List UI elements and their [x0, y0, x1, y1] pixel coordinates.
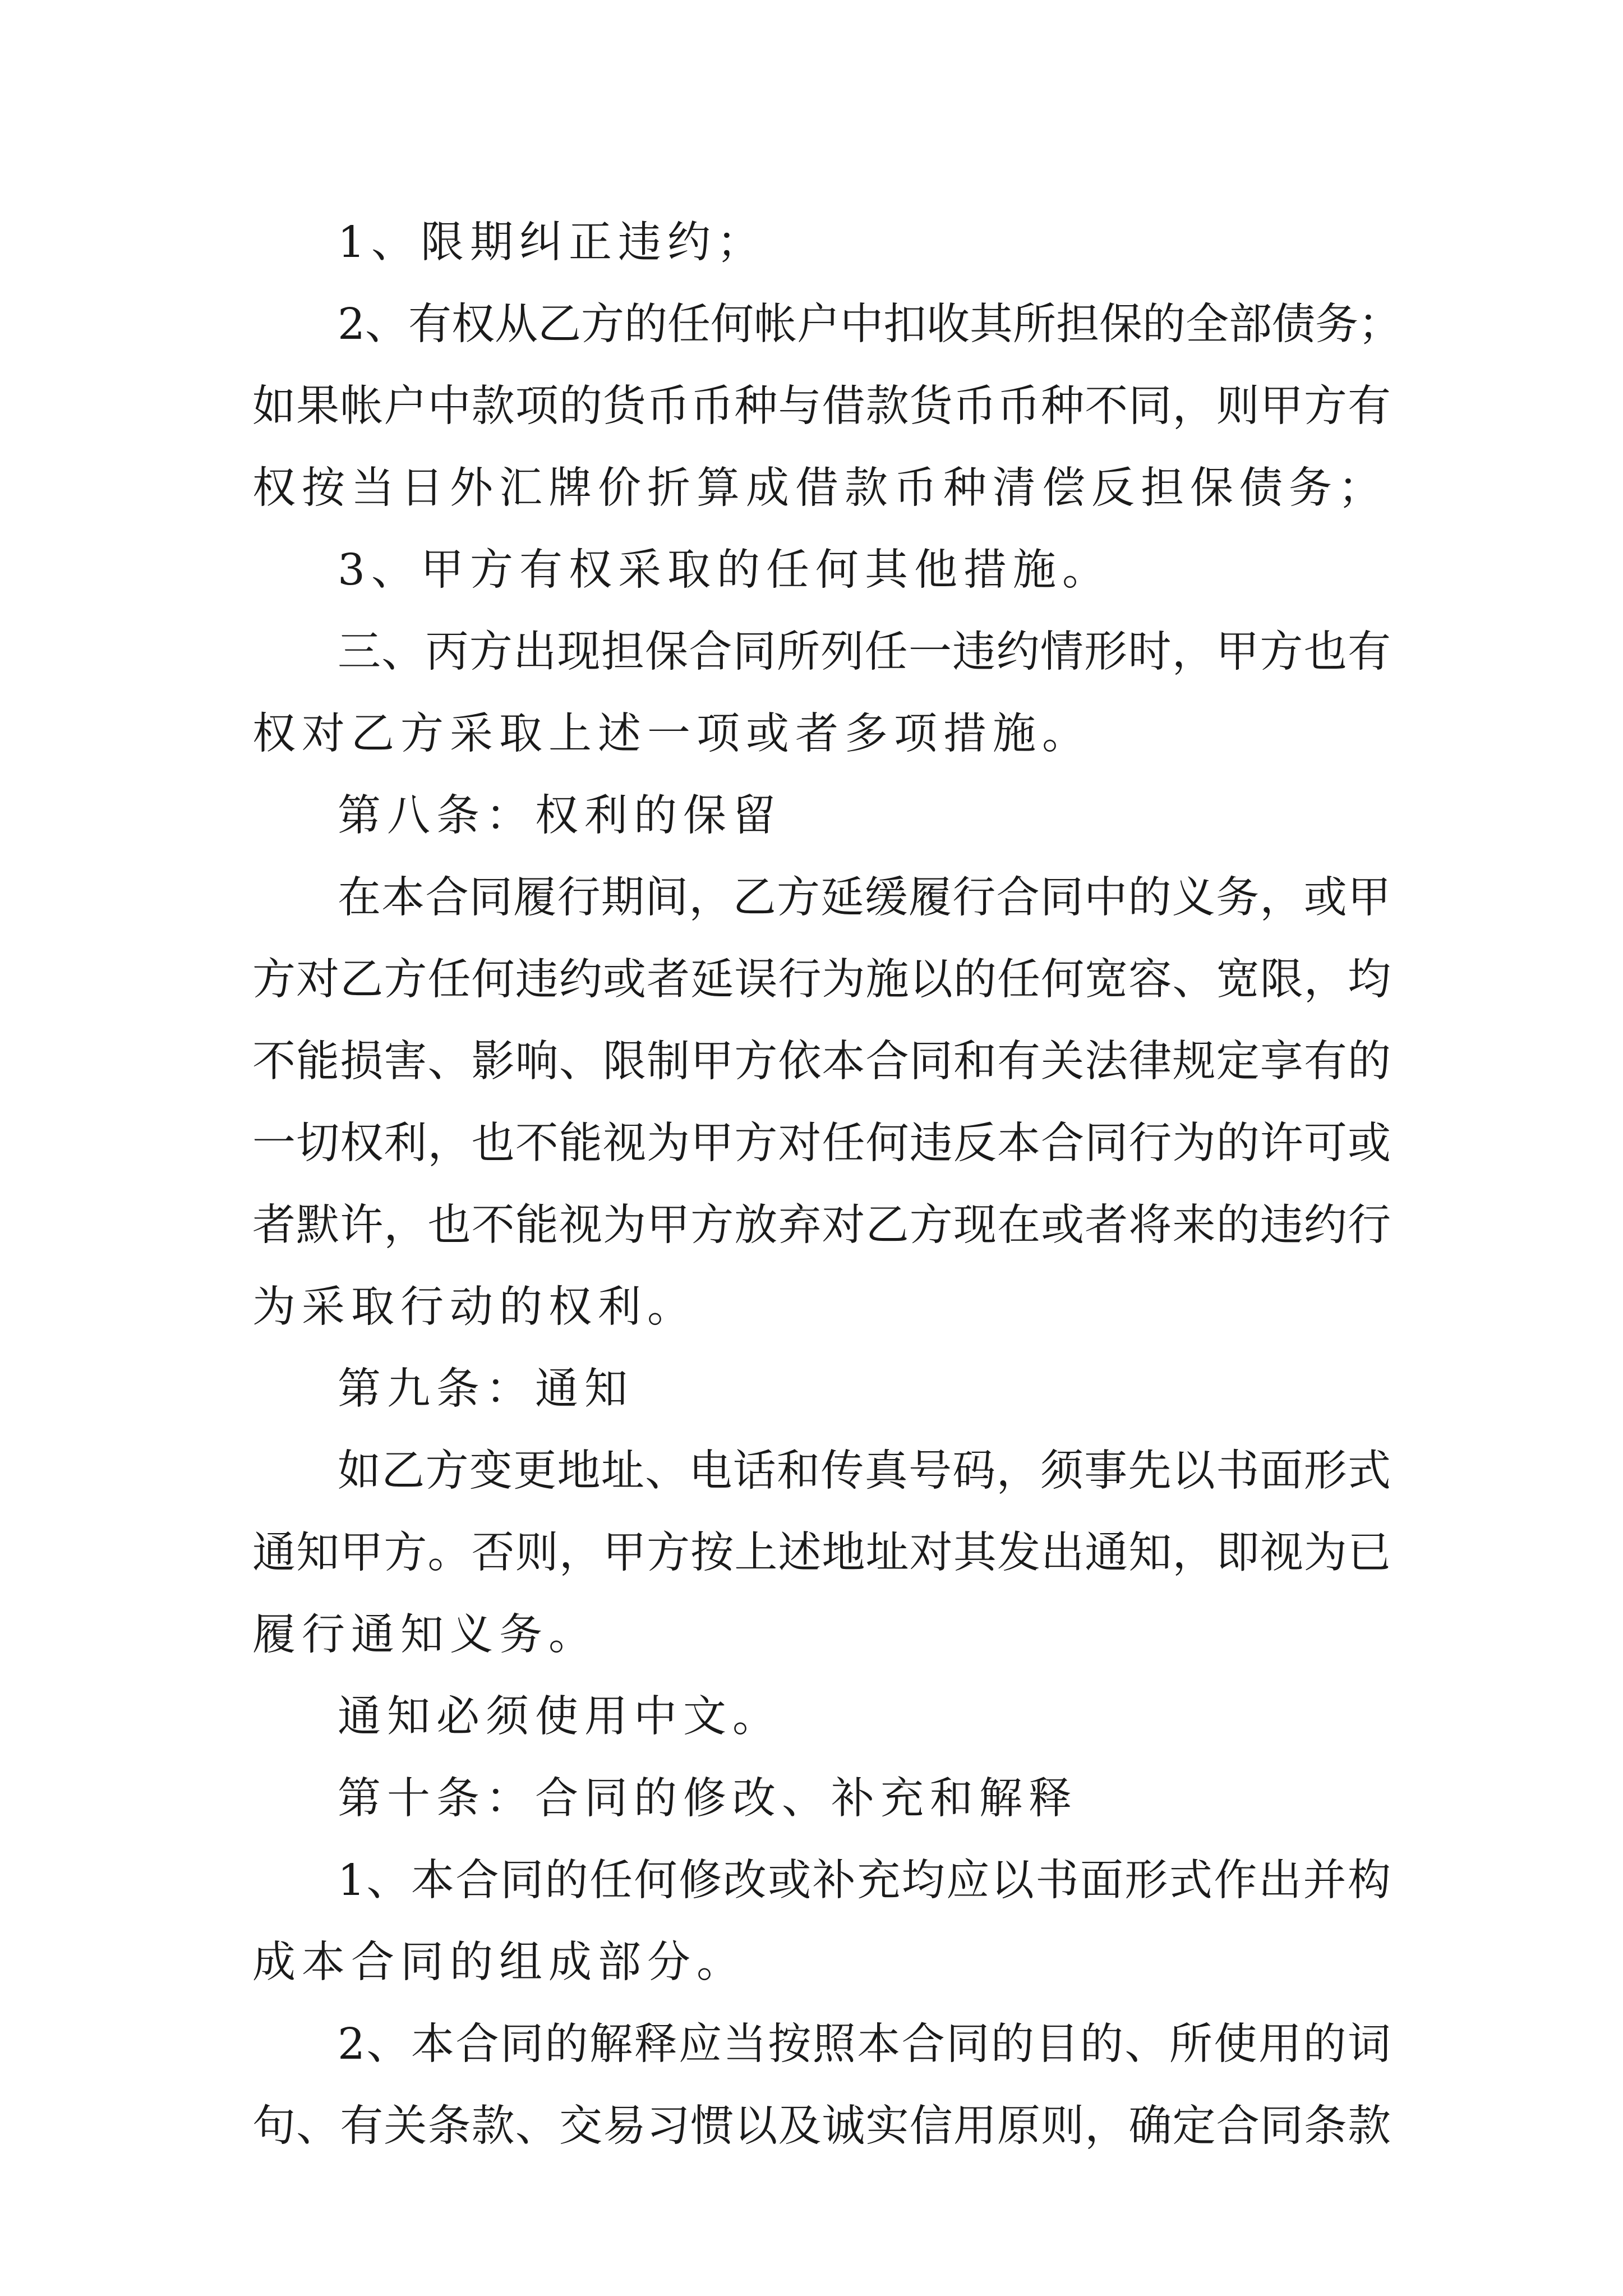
- text-line: 3、甲方有权采取的任何其他措施。: [338, 545, 1112, 595]
- text-line: 不能损害、影响、限制甲方依本合同和有关法律规定享有的: [252, 1037, 1391, 1087]
- text-line: 在本合同履行期间，乙方延缓履行合同中的义务，或甲: [338, 873, 1391, 923]
- text-line: 为采取行动的权利。: [252, 1282, 697, 1332]
- text-line: 2、本合同的解释应当按照本合同的目的、所使用的词: [338, 2019, 1391, 2069]
- text-line: 方对乙方任何违约或者延误行为施以的任何宽容、宽限，均: [252, 955, 1391, 1005]
- text-line: 通知必须使用中文。: [338, 1692, 782, 1742]
- text-line: 三、丙方出现担保合同所列任一违约情形时，甲方也有: [338, 627, 1391, 677]
- text-line: 权按当日外汇牌价折算成借款币种清偿反担保债务；: [252, 463, 1387, 513]
- text-line: 一切权利，也不能视为甲方对任何违反本合同行为的许可或: [252, 1119, 1391, 1168]
- section-heading: 第十条：合同的修改、补充和解释: [338, 1774, 1078, 1824]
- text-line: 通知甲方。否则，甲方按上述地址对其发出通知，即视为已: [252, 1528, 1391, 1578]
- text-line: 者默许，也不能视为甲方放弃对乙方现在或者将来的违约行: [252, 1200, 1391, 1250]
- text-line: 1、限期纠正违约；: [338, 218, 766, 268]
- section-heading: 第九条：通知: [338, 1364, 634, 1414]
- text-line: 句、有关条款、交易习惯以及诚实信用原则，确定合同条款: [252, 2101, 1391, 2151]
- text-line: 1、本合同的任何修改或补充均应以书面形式作出并构: [338, 1856, 1391, 1906]
- text-line: 2、有权从乙方的任何帐户中扣收其所担保的全部债务；: [338, 300, 1401, 349]
- section-heading: 第八条：权利的保留: [338, 791, 782, 841]
- document-body: [252, 202, 1401, 2168]
- text-line: 如果帐户中款项的货币币种与借款货币币种不同，则甲方有: [252, 381, 1391, 431]
- text-line: 成本合同的组成部分。: [252, 1938, 746, 1987]
- text-line: 如乙方变更地址、电话和传真号码，须事先以书面形式: [338, 1446, 1391, 1496]
- text-line: 履行通知义务。: [252, 1610, 598, 1660]
- text-line: 权对乙方采取上述一项或者多项措施。: [252, 709, 1091, 759]
